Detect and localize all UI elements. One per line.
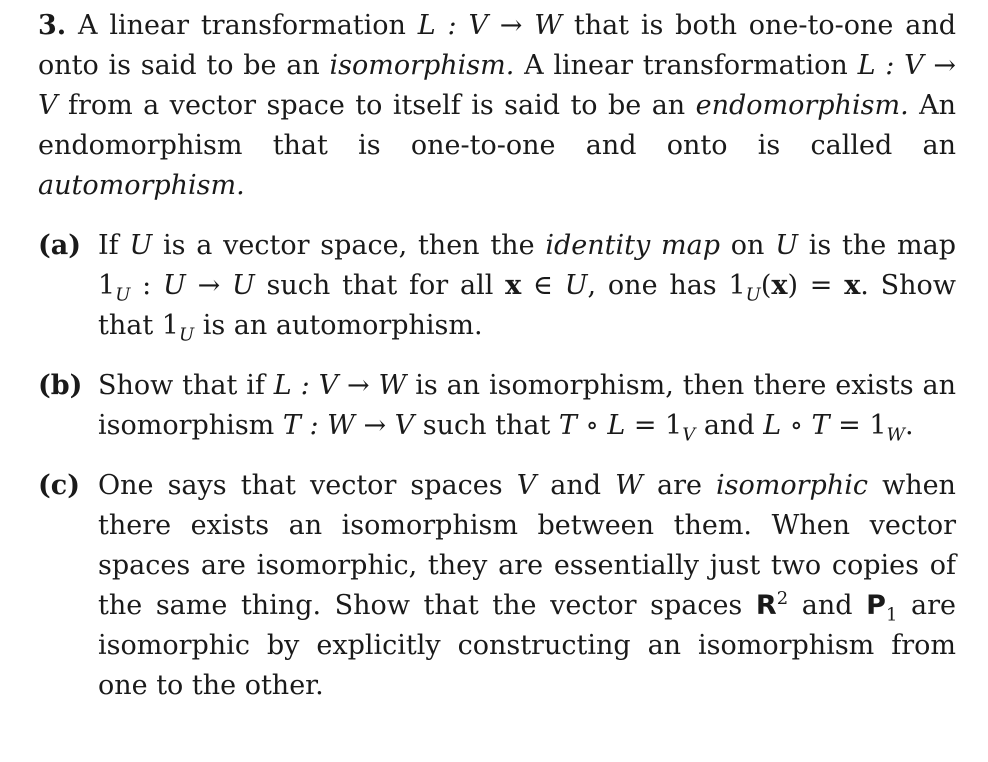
- part-c: [38, 466, 956, 706]
- part-text: is the map: [808, 230, 956, 261]
- part-label: (c): [38, 470, 80, 501]
- part-a: [38, 226, 956, 346]
- part-text: One says that vector spaces: [98, 470, 503, 501]
- part-text: is an isomorphism, then there exists an isomorphism: [98, 370, 957, 441]
- term-identity-map: identity map: [545, 230, 720, 261]
- term-automorphism: automorphism.: [38, 170, 245, 201]
- part-text: on: [730, 230, 765, 261]
- math-var: U: [775, 230, 798, 261]
- part-text: is an automorphism.: [202, 310, 483, 341]
- part-text: If: [98, 230, 119, 261]
- part-text: Show that: [98, 270, 956, 341]
- part-text: such that: [422, 410, 551, 441]
- math-var: U: [129, 230, 153, 261]
- part-label: (a): [38, 230, 82, 261]
- math-map: L : V → W: [417, 10, 562, 41]
- part-text: one has: [607, 270, 717, 301]
- part-text: and: [703, 410, 755, 441]
- math-p1: $P_1$: [866, 590, 898, 626]
- math-map: L : V → W: [273, 370, 407, 401]
- term-endomorphism: endomorphism.: [695, 90, 909, 121]
- math-map: T : W → V: [282, 410, 415, 441]
- math-r2: $R^2$: [755, 588, 789, 621]
- term-isomorphism: isomorphism.: [329, 50, 515, 81]
- term-isomorphic: isomorphic: [716, 470, 868, 501]
- part-text: Show that if: [98, 370, 265, 401]
- math-identity-eq: $1_U(x) = x$.: [728, 270, 869, 306]
- problem-number: 3.: [38, 10, 67, 41]
- math-identity: $1_U$: [161, 310, 195, 346]
- intro-text: that is both one-to-one and onto is said to be an: [38, 10, 956, 81]
- part-b: [38, 366, 956, 446]
- part-text: are: [656, 470, 702, 501]
- math-x-in-U: x ∈ U,: [505, 270, 597, 301]
- part-text: and: [801, 590, 853, 621]
- intro-text: A linear transformation: [78, 10, 406, 41]
- part-text: and: [550, 470, 602, 501]
- problem-intro: [38, 6, 956, 206]
- math-compose-lt: L ∘ $T = 1_W$.: [763, 410, 914, 446]
- math-map: L : V → V: [38, 50, 956, 121]
- part-text: when there exists an isomorphism between them. When vector spaces are isomorphic, they are essentially just two copies of the same thing. Show that the vector spaces: [98, 470, 956, 621]
- intro-text: A linear transformation: [524, 50, 848, 81]
- math-compose-tl: T ∘ $L = 1_V$: [558, 410, 696, 446]
- part-text: is a vector space, then the: [163, 230, 535, 261]
- part-text: such that for all: [266, 270, 494, 301]
- intro-text: An endomorphism that is one-to-one and onto is called an: [38, 90, 957, 161]
- part-label: (b): [38, 370, 83, 401]
- intro-text: from a vector space to itself is said to be an: [67, 90, 686, 121]
- math-var: W: [615, 470, 643, 501]
- math-identity-map: $1_U$ : U → U: [98, 270, 255, 306]
- math-var: V: [516, 470, 537, 501]
- part-text: are isomorphic by explicitly constructing an isomorphism from one to the other.: [98, 590, 956, 701]
